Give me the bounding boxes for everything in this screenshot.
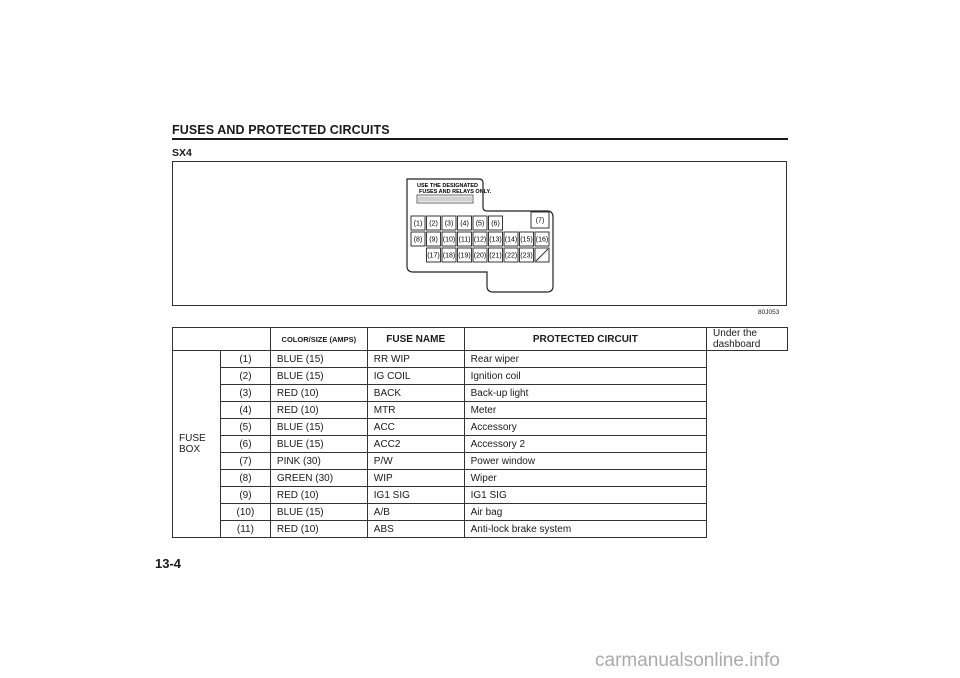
fuse-row2-cell-label: (16) [535,236,549,244]
color-size-cell: BLUE (15) [270,419,367,436]
fuse-row1-cell-label: (5) [475,220,485,228]
table-row [173,402,788,419]
fuse-row2-cell-label: (10) [442,236,456,244]
fuse-row3-cell-label: (20) [473,252,487,260]
fuse-row1-cell-label: (3) [444,220,454,228]
header-color-size: COLOR/SIZE (AMPS) [270,328,367,351]
protected-circuit-cell: Meter [464,402,706,419]
protected-circuit-cell: IG1 SIG [464,487,706,504]
protected-circuit-cell: Anti-lock brake system [464,521,706,538]
fuse-rows [173,351,788,538]
fuse-row2-cell-label: (8) [413,236,423,244]
color-size-cell: RED (10) [270,487,367,504]
warning-label-line1: USE THE DESIGNATED [417,183,479,189]
table-row [173,453,788,470]
fuse-row3-cell-label: (22) [504,252,518,260]
fuse-number-cell: (9) [220,487,270,504]
fuse-row2-cell-label: (9) [429,236,438,244]
fuse-number-cell: (2) [220,368,270,385]
header-fuse-name: FUSE NAME [367,328,464,351]
color-size-cell: RED (10) [270,402,367,419]
color-size-cell: RED (10) [270,385,367,402]
fuse-number-cell: (8) [220,470,270,487]
fuse-name-cell: MTR [367,402,464,419]
fuse-row2-cell-label: (15) [520,236,533,244]
fuse-row3-cell-label: (21) [489,252,502,260]
protected-circuit-cell: Ignition coil [464,368,706,385]
fuse-name-cell: WIP [367,470,464,487]
fuse-row2-cell-label: (12) [473,236,487,244]
table-row [173,368,788,385]
fuse-row3-cell-label: (23) [520,252,533,260]
fuse-name-cell: ABS [367,521,464,538]
table-row [173,470,788,487]
table-row [173,419,788,436]
fuse-row3-cell-label: (19) [458,252,471,260]
fuse-name-cell: ACC [367,419,464,436]
table-row [173,351,788,368]
fuse-number-cell: (7) [220,453,270,470]
color-size-cell: PINK (30) [270,453,367,470]
fuse-name-cell: IG COIL [367,368,464,385]
fuse-number-cell: (1) [220,351,270,368]
color-size-cell: BLUE (15) [270,436,367,453]
color-size-cell: GREEN (30) [270,470,367,487]
watermark: carmanualsonline.info [595,650,780,671]
fuse-row2-cell-label: (11) [458,236,471,244]
figure-id: 80J053 [758,309,780,316]
header-rule [172,138,788,140]
page-number: 13-4 [155,556,182,571]
area-cell: FUSE BOX [173,351,221,538]
barcode-lines [419,197,471,202]
table-row [173,385,788,402]
table-row [173,436,788,453]
fuse-name-cell: IG1 SIG [367,487,464,504]
protected-circuit-cell: Power window [464,453,706,470]
fuse-box-diagram-frame [172,161,787,306]
fuse-name-cell: RR WIP [367,351,464,368]
protected-circuit-cell: Wiper [464,470,706,487]
fuse-box-diagram [173,162,786,305]
fuse-number-cell: (5) [220,419,270,436]
color-size-cell: RED (10) [270,521,367,538]
protected-circuit-cell: Rear wiper [464,351,706,368]
fuse-seven-label: (7) [535,217,545,225]
fuse-row2-cell-label: (14) [504,236,518,244]
fuse-row1-cell-label: (4) [460,220,469,228]
protected-circuit-cell: Accessory [464,419,706,436]
color-size-cell: BLUE (15) [270,351,367,368]
fuse-name-cell: BACK [367,385,464,402]
model-label: SX4 [172,147,192,159]
fuse-row1-cell-label: (1) [413,220,423,228]
protected-circuit-cell: Back-up light [464,385,706,402]
fuse-number-cell: (3) [220,385,270,402]
warning-label-line2: FUSES AND RELAYS ONLY. [419,189,492,195]
header-blank [173,328,271,351]
fuse-name-cell: ACC2 [367,436,464,453]
fuse-name-cell: P/W [367,453,464,470]
fuse-row3-cell-label: (17) [427,252,440,260]
table-header-row [173,328,788,351]
table-row [173,521,788,538]
table-row [173,504,788,521]
protected-circuit-cell: Accessory 2 [464,436,706,453]
fuse-number-cell: (10) [220,504,270,521]
fuse-name-cell: A/B [367,504,464,521]
page-title: FUSES AND PROTECTED CIRCUITS [172,123,390,137]
fuse-table [172,327,788,538]
fuse-number-cell: (11) [220,521,270,538]
fuse-row3-cell-label: (18) [442,252,456,260]
table-row [173,487,788,504]
color-size-cell: BLUE (15) [270,368,367,385]
header-protected-circuit: PROTECTED CIRCUIT [464,328,706,351]
fuse-number-cell: (6) [220,436,270,453]
color-size-cell: BLUE (15) [270,504,367,521]
location-cell: Under the dashboard [707,328,788,351]
fuse-number-cell: (4) [220,402,270,419]
fuse-row2-cell-label: (13) [489,236,502,244]
fuse-row1-cell-label: (6) [491,220,500,228]
protected-circuit-cell: Air bag [464,504,706,521]
fuse-row1-cell-label: (2) [429,220,438,228]
